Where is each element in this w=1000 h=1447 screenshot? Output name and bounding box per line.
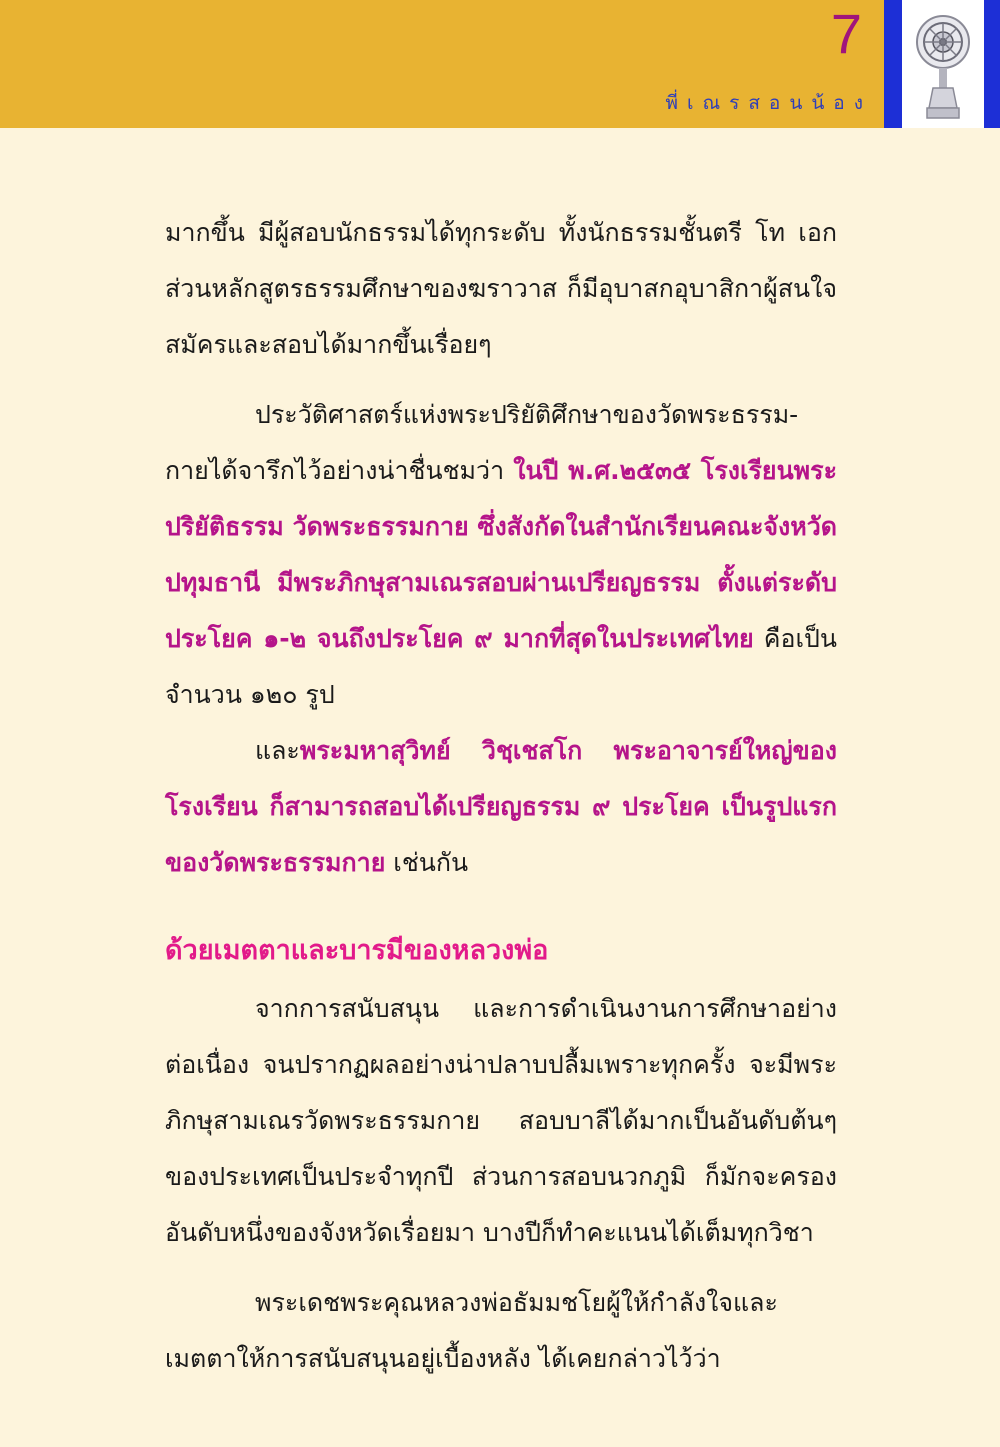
paragraph-3-tail: เช่นกัน	[385, 848, 469, 877]
paragraph-3-highlight: พระมหาสุวิทย์ วิชฺเชสโก พระอาจารย์ใหญ่ของโรงเรียน ก็สามารถสอบได้เปรียญธรรม ๙ ประโยค เป็นรูปแรกของวัดพระธรรมกาย	[165, 736, 837, 877]
paragraph-5: พระเดชพระคุณหลวงพ่อธัมมชโยผู้ให้กำลังใจและเมตตาให้การสนับสนุนอยู่เบื้องหลัง ได้เคยกล่าวไว้ว่า	[165, 1288, 778, 1373]
dhammachakra-emblem-icon	[905, 4, 981, 126]
header-band	[0, 0, 884, 128]
paragraph-2	[165, 387, 837, 723]
page-number: 7	[830, 2, 862, 65]
paragraph-1: มากขึ้น มีผู้สอบนักธรรมได้ทุกระดับ ทั้งนักธรรมชั้นตรี โท เอก ส่วนหลักสูตรธรรมศึกษาของฆราวาส ก็มีอุบาสกอุบาสิกาผู้สนใจสมัครและสอบได้มากขึ้นเรื่อยๆ	[165, 218, 837, 359]
article-body	[165, 205, 837, 1387]
section-heading: ด้วยเมตตาและบารมีของหลวงพ่อ	[165, 935, 549, 966]
paragraph-3-text: และ	[255, 736, 300, 765]
paragraph-3	[165, 723, 837, 891]
paragraph-2-highlight: ในปี พ.ศ.๒๕๓๕ โรงเรียนพระปริยัติธรรม วัดพระธรรมกาย ซึ่งสังกัดในสำนักเรียนคณะจังหวัดปทุมธานี มีพระภิกษุสามเณรสอบผ่านเปรียญธรรม ตั้งแต่ระดับประโยค ๑-๒ จนถึงประโยค ๙ มากที่สุดในประเทศไทย	[165, 456, 838, 653]
running-title: พี่เณรสอนน้อง	[665, 92, 872, 114]
paragraph-4: จากการสนับสนุน และการดำเนินงานการศึกษาอย่างต่อเนื่อง จนปรากฏผลอย่างน่าปลาบปลื้มเพราะทุกครั้ง จะมีพระภิกษุสามเณรวัดพระธรรมกาย สอบบาลีได้มากเป็นอันดับต้นๆ ของประเทศเป็นประจำทุกปี ส่วนการสอบนวกภูมิ ก็มักจะครองอันดับหนึ่งของจังหวัดเรื่อยมา บางปีก็ทำคะแนนได้เต็มทุกวิชา	[165, 994, 837, 1247]
blue-stripe-right	[984, 0, 1000, 128]
blue-stripe-left	[884, 0, 902, 128]
paragraph-2-tail: คือเป็นจำนวน ๑๒๐ รูป	[165, 624, 837, 709]
paragraph-2-text: ประวัติศาสตร์แห่งพระปริยัติศึกษาของวัดพระธรรม-กายได้จารึกไว้อย่างน่าชื่นชมว่า	[165, 400, 799, 485]
